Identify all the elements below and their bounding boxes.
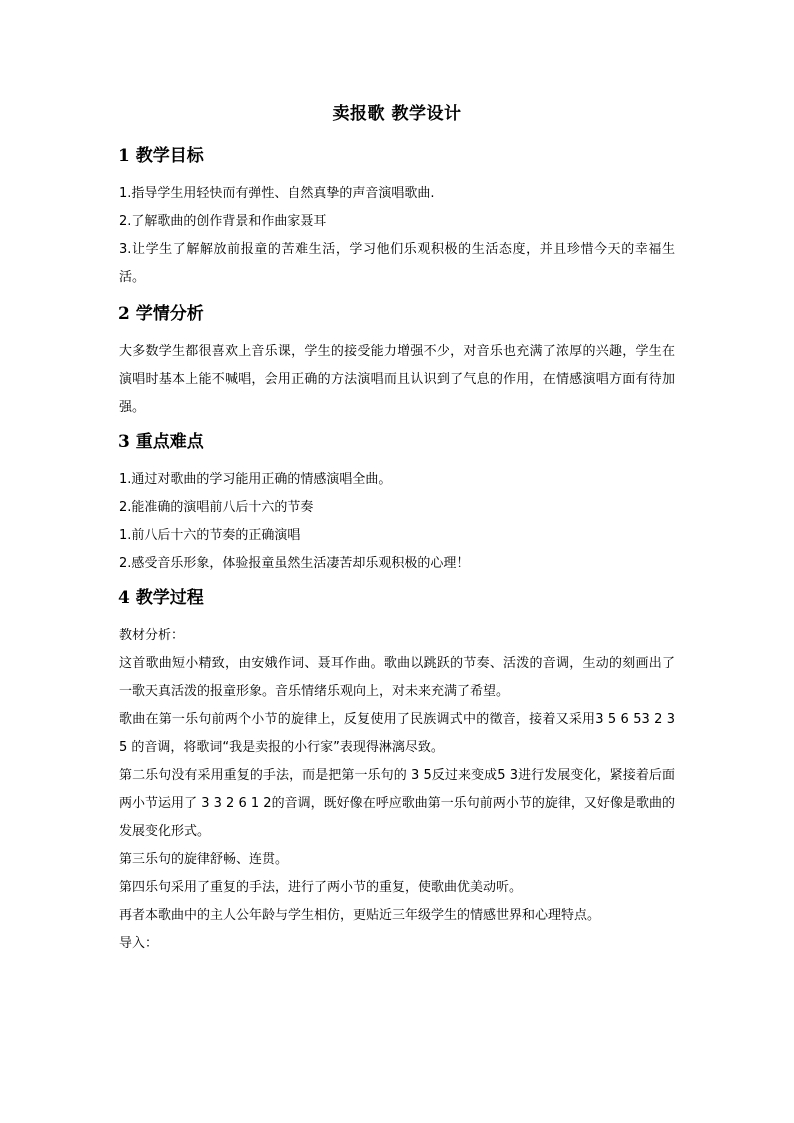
paragraph: 第三乐句的旋律舒畅、连贯。 <box>119 852 289 867</box>
paragraph: 1.前八后十六的节奏的正确演唱 <box>119 528 301 543</box>
paragraph: 3.让学生了解解放前报童的苦难生活，学习他们乐观积极的生活态度，并且珍惜今天的幸福生活。 <box>119 242 675 285</box>
paragraph: 2.了解歌曲的创作背景和作曲家聂耳 <box>119 214 327 229</box>
paragraph: 教材分析： <box>119 628 185 643</box>
section-teaching-process <box>119 586 675 958</box>
section-heading: 1 教学目标 <box>118 146 204 166</box>
paragraph: 大多数学生都很喜欢上音乐课，学生的接受能力增强不少，对音乐也充满了浓厚的兴趣，学生在演唱时基本上能不喊唱，会用正确的方法演唱而且认识到了气息的作用，在情感演唱方面有待加强。 <box>119 344 675 415</box>
document-page <box>119 102 675 966</box>
paragraph: 第四乐句采用了重复的手法，进行了两小节的重复，使歌曲优美动听。 <box>119 880 523 895</box>
paragraph: 这首歌曲短小精致，由安娥作词、聂耳作曲。歌曲以跳跃的节奏、活泼的音调，生动的刻画出了一歌天真活泼的报童形象。音乐情绪乐观向上，对未来充满了希望。 <box>119 656 675 699</box>
paragraph: 2.感受音乐形象，体验报童虽然生活凄苦却乐观积极的心理！ <box>119 556 470 571</box>
section-heading: 3 重点难点 <box>118 432 204 452</box>
section-learner-analysis <box>119 302 675 422</box>
section-key-difficulties <box>119 430 675 578</box>
section-heading: 4 教学过程 <box>118 588 204 608</box>
paragraph: 歌曲在第一乐句前两个小节的旋律上，反复使用了民族调式中的徵音，接着又采用3 5 6 53 2 3 5 的音调，将歌词“我是卖报的小行家”表现得淋漓尽致。 <box>119 712 675 755</box>
paragraph: 2.能准确的演唱前八后十六的节奏 <box>119 500 314 515</box>
paragraph: 1.指导学生用轻快而有弹性、自然真挚的声音演唱歌曲. <box>119 186 435 201</box>
paragraph: 第二乐句没有采用重复的手法，而是把第一乐句的 3 5反过来变成5 3进行发展变化，紧接着后面两小节运用了 3 3 2 6 1 2的音调，既好像在呼应歌曲第一乐句前两小节的旋律，又好像是歌曲的发展变化形式。 <box>119 768 675 839</box>
paragraph: 再者本歌曲中的主人公年龄与学生相仿，更贴近三年级学生的情感世界和心理特点。 <box>119 908 601 923</box>
paragraph: 1.通过对歌曲的学习能用正确的情感演唱全曲。 <box>119 472 392 487</box>
document-title: 卖报歌 教学设计 <box>332 104 462 124</box>
section-teaching-objectives <box>119 144 675 292</box>
section-heading: 2 学情分析 <box>118 304 204 324</box>
paragraph: 导入： <box>119 936 159 951</box>
